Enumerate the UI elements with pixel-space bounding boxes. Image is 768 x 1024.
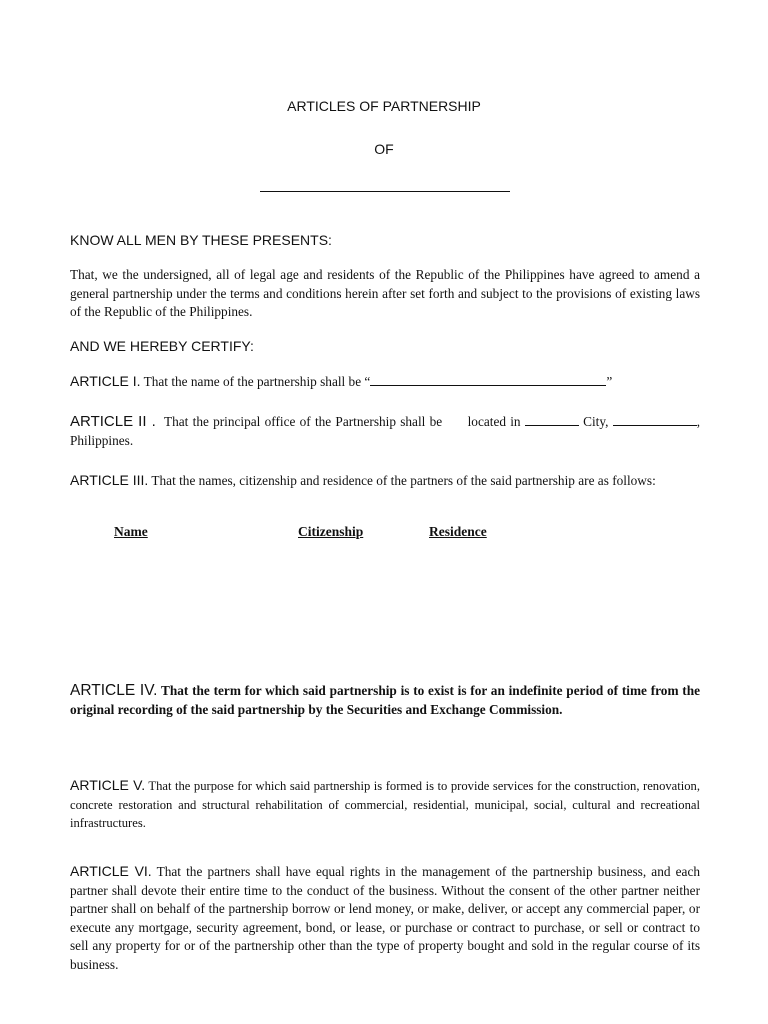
article-2-text: That the principal office of the Partnership shall be located in [155,414,525,429]
document-of: OF [374,141,394,157]
article-5-label: ARTICLE V. [70,777,146,793]
article-4-text: That the term for which said partnership is to exist is for an indefinite period of time from the original recording of the said partnership by the Securities and Exchange Commission. [70,683,701,717]
column-residence-header: Residence [429,524,487,539]
article-2-label: ARTICLE II . [70,413,156,430]
article-1 [70,372,700,392]
intro-paragraph: That, we the undersigned, all of legal age and residents of the Republic of the Philippines have agreed to amend a general partnership under the terms and conditions herein after set forth and subject to the provisions of existing laws of the Republic of the Philippines. [70,267,700,319]
article-2-city: City, [578,414,613,429]
column-citizenship-header: Citizenship [298,524,364,539]
article-2-location-blank [525,413,579,426]
article-4-label: ARTICLE IV. [70,682,158,699]
certify-heading: AND WE HEREBY CERTIFY: [70,338,254,354]
article-6-label: ARTICLE VI. [70,863,152,879]
article-2-end: , Philippines. [70,414,704,448]
column-name-header: Name [114,524,148,539]
article-2-city-blank [613,413,697,426]
article-4 [70,682,700,719]
article-1-text: That the name of the partnership shall be “ [140,374,371,389]
article-3-text: That the names, citizenship and residence of the partners of the said partnership are as follows: [148,473,656,488]
article-3-label: ARTICLE III. [70,472,149,488]
article-1-label: ARTICLE I. [70,373,141,389]
partnership-name-blank [260,191,510,192]
article-5-text: That the purpose for which said partnership is formed is to provide services for the construction, renovation, concrete restoration and structural rehabilitation of commercial, residential, municipal, social, cultural and recreational infrastructures. [70,779,701,830]
article-6-text: That the partners shall have equal rights in the management of the partnership business, and each partner shall devote their entire time to the conduct of the business. Without the consent of the other partner neither partner shall on behalf of the partnership borrow or lend money, or make, deliver, or accept any commercial paper, or execute any mortgage, security agreement, bond, or lease, or purchase or contract to purchase, or sell or contract to sell any property for or of the partnership other than the type of property bought and sold in the regular course of its business. [70,864,700,972]
article-1-name-blank [370,373,606,386]
intro-heading: KNOW ALL MEN BY THESE PRESENTS: [70,232,332,248]
article-5 [70,776,700,833]
article-3 [70,471,700,491]
document-title: ARTICLES OF PARTNERSHIP [287,98,481,114]
article-6 [70,862,700,974]
article-1-close: ” [606,374,613,389]
article-2 [70,413,704,450]
